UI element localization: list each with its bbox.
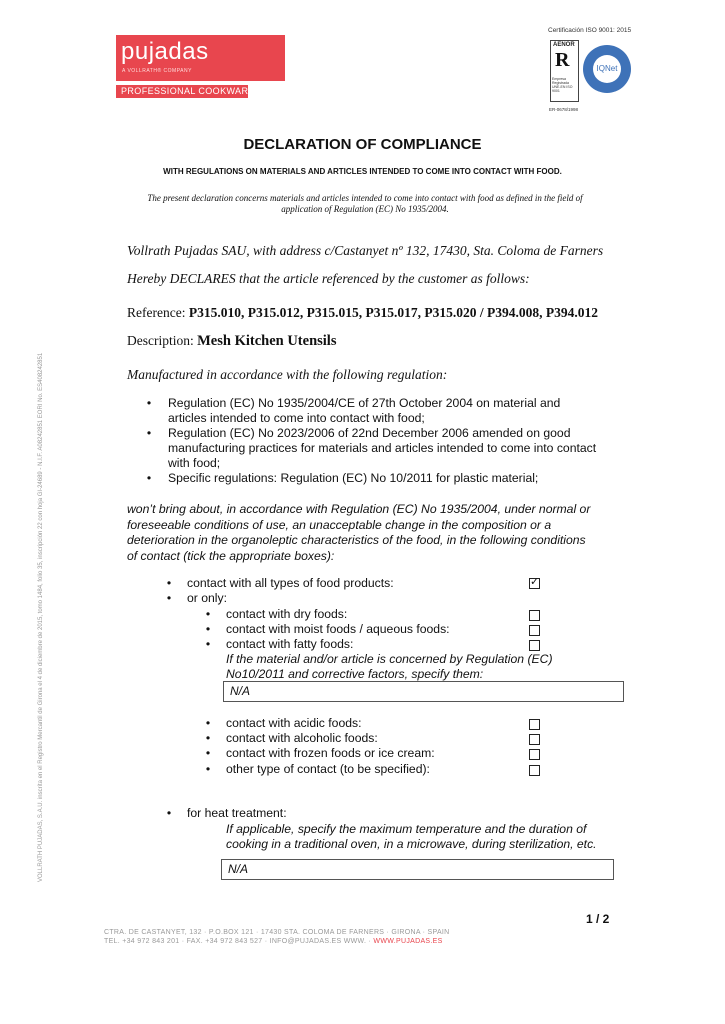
contact-all-checkbox[interactable] xyxy=(529,578,540,589)
aenor-number: ER-0678/1998 xyxy=(549,107,579,112)
heat-treatment-field[interactable] xyxy=(221,859,614,880)
iqnet-label: IQNet xyxy=(596,64,618,73)
logo-band-text: PROFESSIONAL COOKWARE xyxy=(121,86,255,96)
checkmark-icon: ✓ xyxy=(530,576,540,588)
aenor-registered-text: Empresa Registrada UNE-EN ISO 9001 xyxy=(552,77,573,93)
contact-alcoholic-label: contact with alcoholic foods: xyxy=(226,731,378,745)
page-number: 1 / 2 xyxy=(586,912,610,926)
bullet: • xyxy=(205,637,211,651)
reference-label: Reference: xyxy=(127,305,189,320)
or-only-label: or only: xyxy=(187,591,227,605)
bullet: • xyxy=(205,607,211,621)
bullet: • xyxy=(205,716,211,730)
logo-wordmark: pujadas xyxy=(121,38,209,65)
aenor-r-icon: R xyxy=(555,49,570,71)
reference-value: P315.010, P315.012, P315.015, P315.017, P315.020 / P394.008, P394.012 xyxy=(188,305,598,320)
contact-fatty-label: contact with fatty foods: xyxy=(226,637,354,651)
heat-treatment-note: If applicable, specify the maximum temperature and the duration of cooking in a traditional oven, in a microwave, during sterilization, etc. xyxy=(226,822,597,851)
contact-acidic-label: contact with acidic foods: xyxy=(226,716,362,730)
contact-alcoholic-checkbox[interactable] xyxy=(529,734,540,745)
declares-line: Hereby DECLARES that the article referenced by the customer as follows: xyxy=(127,271,530,286)
intro-text: The present declaration concerns materials and articles intended to come into contact with food as defined in the field of application of Regulation (EC) No 1935/2004. xyxy=(147,193,583,214)
fatty-corrective-field[interactable] xyxy=(223,681,624,702)
footer-website[interactable]: WWW.PUJADAS.ES xyxy=(373,938,443,945)
fatty-note: If the material and/or article is concerned by Regulation (EC) No10/2011 and corrective factors, specify them: xyxy=(226,652,553,681)
contact-moist-checkbox[interactable] xyxy=(529,625,540,636)
description-value: Mesh Kitchen Utensils xyxy=(197,333,337,349)
reference-line xyxy=(127,305,598,321)
description-line xyxy=(127,333,336,350)
regulation-item: Specific regulations: Regulation (EC) No 10/2011 for plastic material; xyxy=(168,471,539,485)
contact-frozen-label: contact with frozen foods or ice cream: xyxy=(226,746,435,760)
footer-address: CTRA. DE CASTANYET, 132 · P.O.BOX 121 · 17430 STA. COLOMA DE FARNERS · GIRONA · SPAIN xyxy=(104,929,450,936)
aenor-label: AENOR xyxy=(553,42,575,48)
bullet: • xyxy=(205,731,211,745)
manufactured-line: Manufactured in accordance with the following regulation: xyxy=(127,367,448,382)
bullet: • xyxy=(205,762,211,776)
bullet: • xyxy=(146,471,152,485)
company-line: Vollrath Pujadas SAU, with address c/Castanyet nº 132, 17430, Sta. Coloma de Farners xyxy=(127,243,604,258)
bullet: • xyxy=(166,591,172,605)
registry-side-text: VOLLRATH PUJADAS, S.A.U. inscrita en el Registro Mercantil de Girona el 4 de diciembre de 2015, tomo 1484, folio 35, inscripción 22 con hoja GI-24689 - N.I.F. A08242851 EORI No. ES408242851 xyxy=(38,352,44,882)
contact-other-checkbox[interactable] xyxy=(529,765,540,776)
bullet: • xyxy=(205,622,211,636)
bullet: • xyxy=(146,396,152,410)
heat-treatment-label: for heat treatment: xyxy=(187,806,287,820)
regulation-item: Regulation (EC) No 1935/2004/CE of 27th October 2004 on material and articles intended to come into contact with food; xyxy=(168,396,561,425)
footer-contact: TEL. +34 972 843 201 · FAX. +34 972 843 527 · INFO@PUJADAS.ES WWW. · WWW.PUJADAS.ES xyxy=(104,938,443,945)
bullet: • xyxy=(205,746,211,760)
logo-tagline: A VOLLRATH® COMPANY xyxy=(122,68,192,74)
regulation-item: Regulation (EC) No 2023/2006 of 22nd December 2006 amended on good manufacturing practices for materials and articles intended to come into contact with food; xyxy=(168,426,597,470)
bullet: • xyxy=(146,426,152,440)
heat-field-value: N/A xyxy=(228,862,249,876)
contact-dry-label: contact with dry foods: xyxy=(226,607,348,621)
contact-dry-checkbox[interactable] xyxy=(529,610,540,621)
description-label: Description: xyxy=(127,333,198,348)
fatty-field-value: N/A xyxy=(230,684,251,698)
document-subtitle: WITH REGULATIONS ON MATERIALS AND ARTICLES INTENDED TO COME INTO CONTACT WITH FOOD. xyxy=(163,167,562,176)
document-title: DECLARATION OF COMPLIANCE xyxy=(243,136,482,153)
bullet: • xyxy=(166,806,172,820)
contact-acidic-checkbox[interactable] xyxy=(529,719,540,730)
statement-text: won’t bring about, in accordance with Regulation (EC) No 1935/2004, under normal or foreseeable conditions of use, an unacceptable change in the composition or a deterioration in the organoleptic characteristics of the food, in the following conditions of contact (tick the appropriate boxes): xyxy=(127,502,591,563)
certification-text: Certificación ISO 9001: 2015 xyxy=(548,27,632,34)
bullet: • xyxy=(166,576,172,590)
contact-all-label: contact with all types of food products: xyxy=(187,576,394,590)
contact-fatty-checkbox[interactable] xyxy=(529,640,540,651)
contact-frozen-checkbox[interactable] xyxy=(529,749,540,760)
contact-other-label: other type of contact (to be specified): xyxy=(226,762,430,776)
contact-moist-label: contact with moist foods / aqueous foods: xyxy=(226,622,450,636)
